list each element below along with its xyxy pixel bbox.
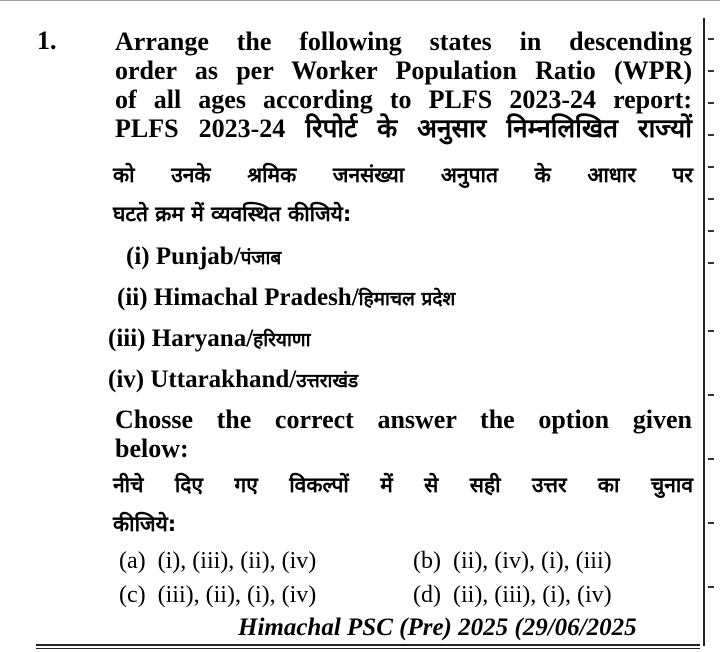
bottom-rule bbox=[36, 644, 700, 646]
item-label: (iv) bbox=[108, 366, 145, 393]
option-label: (a) bbox=[119, 548, 146, 574]
instruction-line-2: below: bbox=[115, 434, 189, 463]
option-text: (i), (iii), (ii), (iv) bbox=[157, 548, 317, 574]
exam-source: Himachal PSC (Pre) 2025 (29/06/2025 bbox=[238, 614, 637, 641]
list-item bbox=[108, 366, 358, 394]
item-english: Uttarakhand/ bbox=[150, 366, 297, 393]
question-hindi-line-2: घटते क्रम में व्यवस्थित कीजिये: bbox=[113, 202, 352, 226]
option-d bbox=[413, 582, 612, 609]
adjacent-column-fragment bbox=[706, 30, 720, 630]
question-hindi-line-1: को उनके श्रमिक जनसंख्या अनुपात के आधार पर bbox=[113, 163, 693, 187]
top-rule bbox=[0, 0, 720, 1]
option-label: (c) bbox=[119, 582, 146, 608]
option-c bbox=[119, 582, 316, 609]
item-hindi: हिमाचल प्रदेश bbox=[358, 288, 456, 310]
question-line-2: order as per Worker Population Ratio (WPR) bbox=[115, 56, 692, 85]
item-label: (ii) bbox=[117, 284, 148, 311]
question-line-4: PLFS 2023-24 रिपोर्ट के अनुसार निम्नलिखित राज्यों bbox=[115, 114, 692, 143]
option-text: (ii), (iii), (i), (iv) bbox=[452, 582, 612, 608]
bottom-rule-inner bbox=[36, 648, 700, 649]
item-english: Himachal Pradesh/ bbox=[153, 284, 359, 311]
item-hindi: उत्तराखंड bbox=[296, 370, 359, 392]
instruction-hindi-line-1: नीचे दिए गए विकल्पों में से सही उत्तर का चुनाव bbox=[113, 473, 693, 497]
list-item bbox=[126, 243, 281, 271]
item-hindi: हरियाणा bbox=[253, 329, 311, 351]
item-english: Haryana/ bbox=[151, 325, 254, 352]
option-label: (d) bbox=[413, 582, 441, 608]
list-item bbox=[117, 284, 455, 312]
item-hindi: पंजाब bbox=[240, 247, 282, 269]
instruction-hindi-line-2: कीजिये: bbox=[113, 512, 177, 536]
question-line-3: of all ages according to PLFS 2023-24 report: bbox=[115, 85, 692, 114]
list-item bbox=[108, 325, 311, 353]
question-number: 1. bbox=[37, 26, 57, 55]
item-english: Punjab/ bbox=[155, 243, 241, 270]
instruction-line-1: Chosse the correct answer the option given bbox=[115, 405, 692, 434]
question-line-1: Arrange the following states in descending bbox=[115, 27, 692, 56]
option-a bbox=[119, 548, 316, 575]
item-label: (iii) bbox=[108, 325, 146, 352]
column-divider bbox=[703, 18, 705, 646]
option-label: (b) bbox=[413, 548, 441, 574]
item-label: (i) bbox=[126, 243, 150, 270]
option-text: (iii), (ii), (i), (iv) bbox=[157, 582, 317, 608]
option-b bbox=[413, 548, 612, 575]
option-text: (ii), (iv), (i), (iii) bbox=[452, 548, 612, 574]
